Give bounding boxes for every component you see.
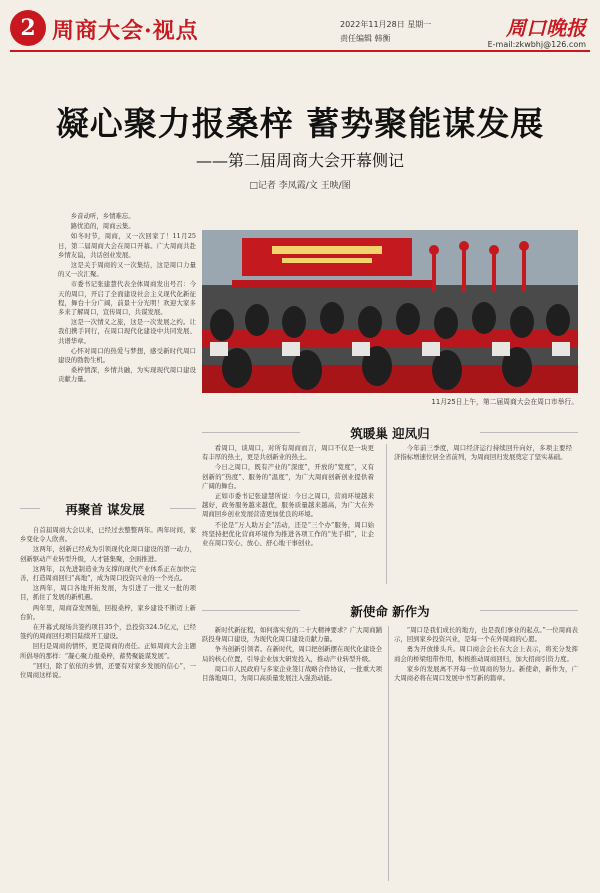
section-title: 周商大会·视点 [52,18,199,44]
masthead [10,10,590,68]
section-paragraph: 正如市委书记张建慧所说：今日之周口，营商环境越来越好，政务服务越来越优，服务质量越来越高，为广大在外周商回乡创业发展营造更加优良的环境。 [202,492,374,519]
section-paragraph: 这两年，创新已经成为引领现代化周口建设的第一动力，创新驱动产业转型升级，人才链集聚，全面推进。 [20,545,196,563]
issue-editors: 责任编辑 韩衡 [340,34,391,43]
issue-info [340,18,431,46]
intro-paragraph: 心怀对周口的热爱与梦想，感受新时代周口建设的勃勃生机。 [58,346,196,365]
section-paragraph: 两年里，周商奋发图强，回报桑梓，家乡建设不断迈上新台阶。 [20,603,196,621]
section-paragraph: 周口市人民政府与多家企业签订战略合作协议，一批重大项目落地周口，为周口高质量发展注入强劲动能。 [202,664,382,683]
section-paragraph: “周口是我们成长的地方，也是我们事业的起点。”一位周商表示，回到家乡投资兴业，是每一个在外周商的心愿。 [394,626,578,644]
section-paragraph: 看周口，谈周口，对所有周商而言，周口不仅是一块更有丰厚的热土，更是共创新业的热土。 [202,444,374,462]
conference-photo-illustration [202,230,578,393]
masthead-divider [10,50,590,52]
intro-paragraph: 市委书记张建慧代表全体周商发出号召：今天的周口，开启了全面建设社会主义现代化新征程，舞台十分广阔，前景十分光明！欢迎大家多多来了解周口，宣传周口，共谋发展。 [58,280,196,317]
section-paragraph: 今日之周口，既有产业的“深度”，开放的“宽度”，又有创新的“热度”、服务的“温度”，为广大周商创新创业提供着广阔的舞台。 [202,463,374,490]
contact-email: E-mail:zkwbhj@126.com [487,40,586,49]
issue-date: 2022年11月28日 星期一 [340,20,432,29]
intro-paragraph: 乡音动听，乡情难忘。 [70,212,135,220]
section-paragraph: 这两年，周口各地开拓发展，为引进了一批又一批的项目，抓住了发展的新机遇。 [20,584,196,602]
article-headline: 凝心聚力报桑梓 蓄势聚能谋发展 [55,104,545,143]
section-paragraph: 不论是“万人助万企”活动，还是“三个办”服务，周口始终坚持把优化营商环境作为推进各项工作的“先手棋”，让企业在周口安心、放心、舒心地干事创业。 [202,520,374,548]
photo-caption: 11月25日上午，第二届周商大会在周口市举行。 [431,398,578,406]
intro-paragraph: 这是一次情义之旅，这是一次发展之约。让我们携手同行，在周口现代化建设中共同发展、共谱华章。 [58,318,196,345]
intro-paragraph: 这是关于周商的又一次集结，这是周口力量的又一次汇聚。 [58,261,196,279]
intro-paragraph: 桑梓情深，乡情共融，为实现现代周口建设贡献力量。 [58,366,196,384]
column-divider [388,626,389,881]
article-byline: □记者 李凤霞/文 王映/图 [249,181,351,191]
conference-photo [202,230,578,393]
intro-paragraph: 如冬时节，周商，又一次回家了！11月25日，第二届周商大会在周口开幕。广大周商共赴乡情友谊，共话创业发展。 [58,232,196,259]
intro-paragraph: 路忧追的，周商云集。 [70,222,135,231]
section-paragraph: 这两年，以先进制造业为支撑的现代产业体系正在加快完善，打造周商回归“高地”，成为周口投资兴业的一个亮点。 [20,564,196,583]
section-heading: 再聚首 谋发展 [40,500,170,518]
section-column [20,526,196,881]
section-column [394,444,572,584]
section-column [394,626,578,881]
intro-column [58,212,196,480]
page-number-badge: 2 [10,10,46,46]
section-heading: 筑暖巢 迎凤归 [300,424,480,442]
section-paragraph: 在开幕式现场共签约项目35个，总投资324.5亿元，已经签约的周商回归项目陆续开工建设。 [20,623,196,641]
section-paragraph: 家乡的发展离不开每一位周商的努力。新使命，新作为，广大周商必将在周口发展中书写新的篇章。 [394,664,578,683]
section-heading: 新使命 新作为 [300,602,480,620]
newspaper-logo: 周口晚报 [506,16,586,40]
section-paragraph: 今年前三季度，周口经济运行持续回升向好，多项主要经济指标增速位居全省前列，为周商回归发展奠定了坚实基础。 [394,444,572,462]
section-paragraph: “回归，除了依依的乡情，还要有对家乡发展的信心”，一位周商这样说。 [20,661,196,680]
section-paragraph: 勇为开放排头兵。周口商会会长在大会上表示，将充分发挥商会的桥梁纽带作用，积极推动周商回归，加大招商引资力度。 [394,645,578,663]
column-divider [386,444,387,584]
section-paragraph: 新时代新征程，如何落实党的二十大精神要求？广大周商踊跃投身周口建设，为现代化周口建设贡献力量。 [202,626,382,644]
section-paragraph: 自首届周商大会以来，已经过去整整两年。两年时间，家乡变化令人欣喜。 [20,526,196,544]
section-column [202,444,374,609]
section-column [202,626,382,881]
section-paragraph: 争当创新引领者。在新时代，周口把创新摆在现代化建设全局的核心位置，引导企业加大研发投入，推动产业转型升级。 [202,645,382,663]
section-paragraph: 回归是周商的情怀，更是周商的责任。正如周商大会主题所倡导的那样：“凝心聚力报桑梓，蓄势聚能谋发展”。 [20,642,196,660]
article-subheadline: ——第二届周商大会开幕侧记 [195,151,404,170]
